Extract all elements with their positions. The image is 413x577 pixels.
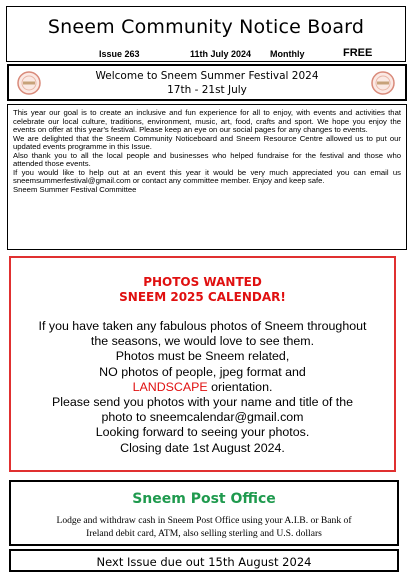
post-office-title: Sneem Post Office [132, 491, 276, 507]
photos-line: NO photos of people, jpeg format and [99, 364, 306, 379]
calendar-heading: SNEEM 2025 CALENDAR! [119, 290, 286, 304]
post-office-line: Ireland debit card, ATM, also selling sterling and U.S. dollars [86, 528, 322, 539]
photos-line: Please send you photos with your name and title of the [51, 395, 353, 410]
next-issue-text: Next Issue due out 15th August 2024 [96, 555, 312, 569]
issue-frequency: Monthly [270, 49, 305, 59]
photos-closing-date: Closing date 1st August 2024. [120, 440, 285, 455]
festival-logo-icon [370, 70, 396, 96]
photos-line: If you have taken any fabulous photos of Sneem throughout [38, 319, 367, 333]
next-issue-banner [9, 549, 399, 572]
issue-date: 11th July 2024 [190, 49, 252, 59]
post-office-line: Lodge and withdraw cash in Sneem Post Office using your A.I.B. or Bank of [56, 515, 352, 526]
intro-paragraph: This year our goal is to create an inclusive and fun experience for all to enjoy, with events and activities that celebrate our local culture, traditions, environment, music, art, food, crafts and sport. We hope you enjoy the events on offer at this year's festival. Please keep an eye on our social pages for any changes to events. [13, 108, 401, 134]
photos-wanted-notice [9, 256, 396, 472]
masthead [6, 6, 406, 62]
landscape-highlight: LANDSCAPE [132, 379, 208, 394]
festival-title: Welcome to Sneem Summer Festival 2024 [95, 70, 319, 82]
intro-paragraph: Also thank you to all the local people and businesses who helped fundraise for the festival and those who attended those events. [13, 150, 401, 168]
intro-paragraph: We are delighted that the Sneem Community Noticeboard and Sneem Resource Centre allowed us to put our updated events programme in this Issue. [13, 133, 401, 151]
festival-dates: 17th - 21st July [167, 84, 247, 96]
post-office-text [19, 514, 389, 540]
photos-body [11, 319, 394, 456]
post-office-notice [9, 480, 399, 546]
photos-line: Looking forward to seeing your photos. [95, 425, 310, 440]
intro-paragraph: If you would like to help out at an event this year it would be very much appreciated you can email us sneemsummerfestival@gmail.com or contact any committee member. Enjoy and keep safe. [13, 167, 401, 185]
page-title: Sneem Community Notice Board [47, 16, 365, 38]
festival-intro-text [7, 104, 407, 250]
intro-signature: Sneem Summer Festival Committee [13, 184, 137, 194]
orientation-text: orientation. [207, 379, 273, 394]
festival-welcome-banner [7, 64, 407, 101]
price-label: FREE [343, 47, 373, 59]
photos-line [11, 380, 394, 395]
photos-line: photo to sneemcalendar@gmail.com [101, 410, 304, 425]
issue-number: Issue 263 [99, 49, 140, 59]
photos-heading: PHOTOS WANTED [143, 275, 262, 289]
photos-line: Photos must be Sneem related, [115, 349, 290, 364]
photos-line: the seasons, we would love to see them. [90, 334, 315, 349]
